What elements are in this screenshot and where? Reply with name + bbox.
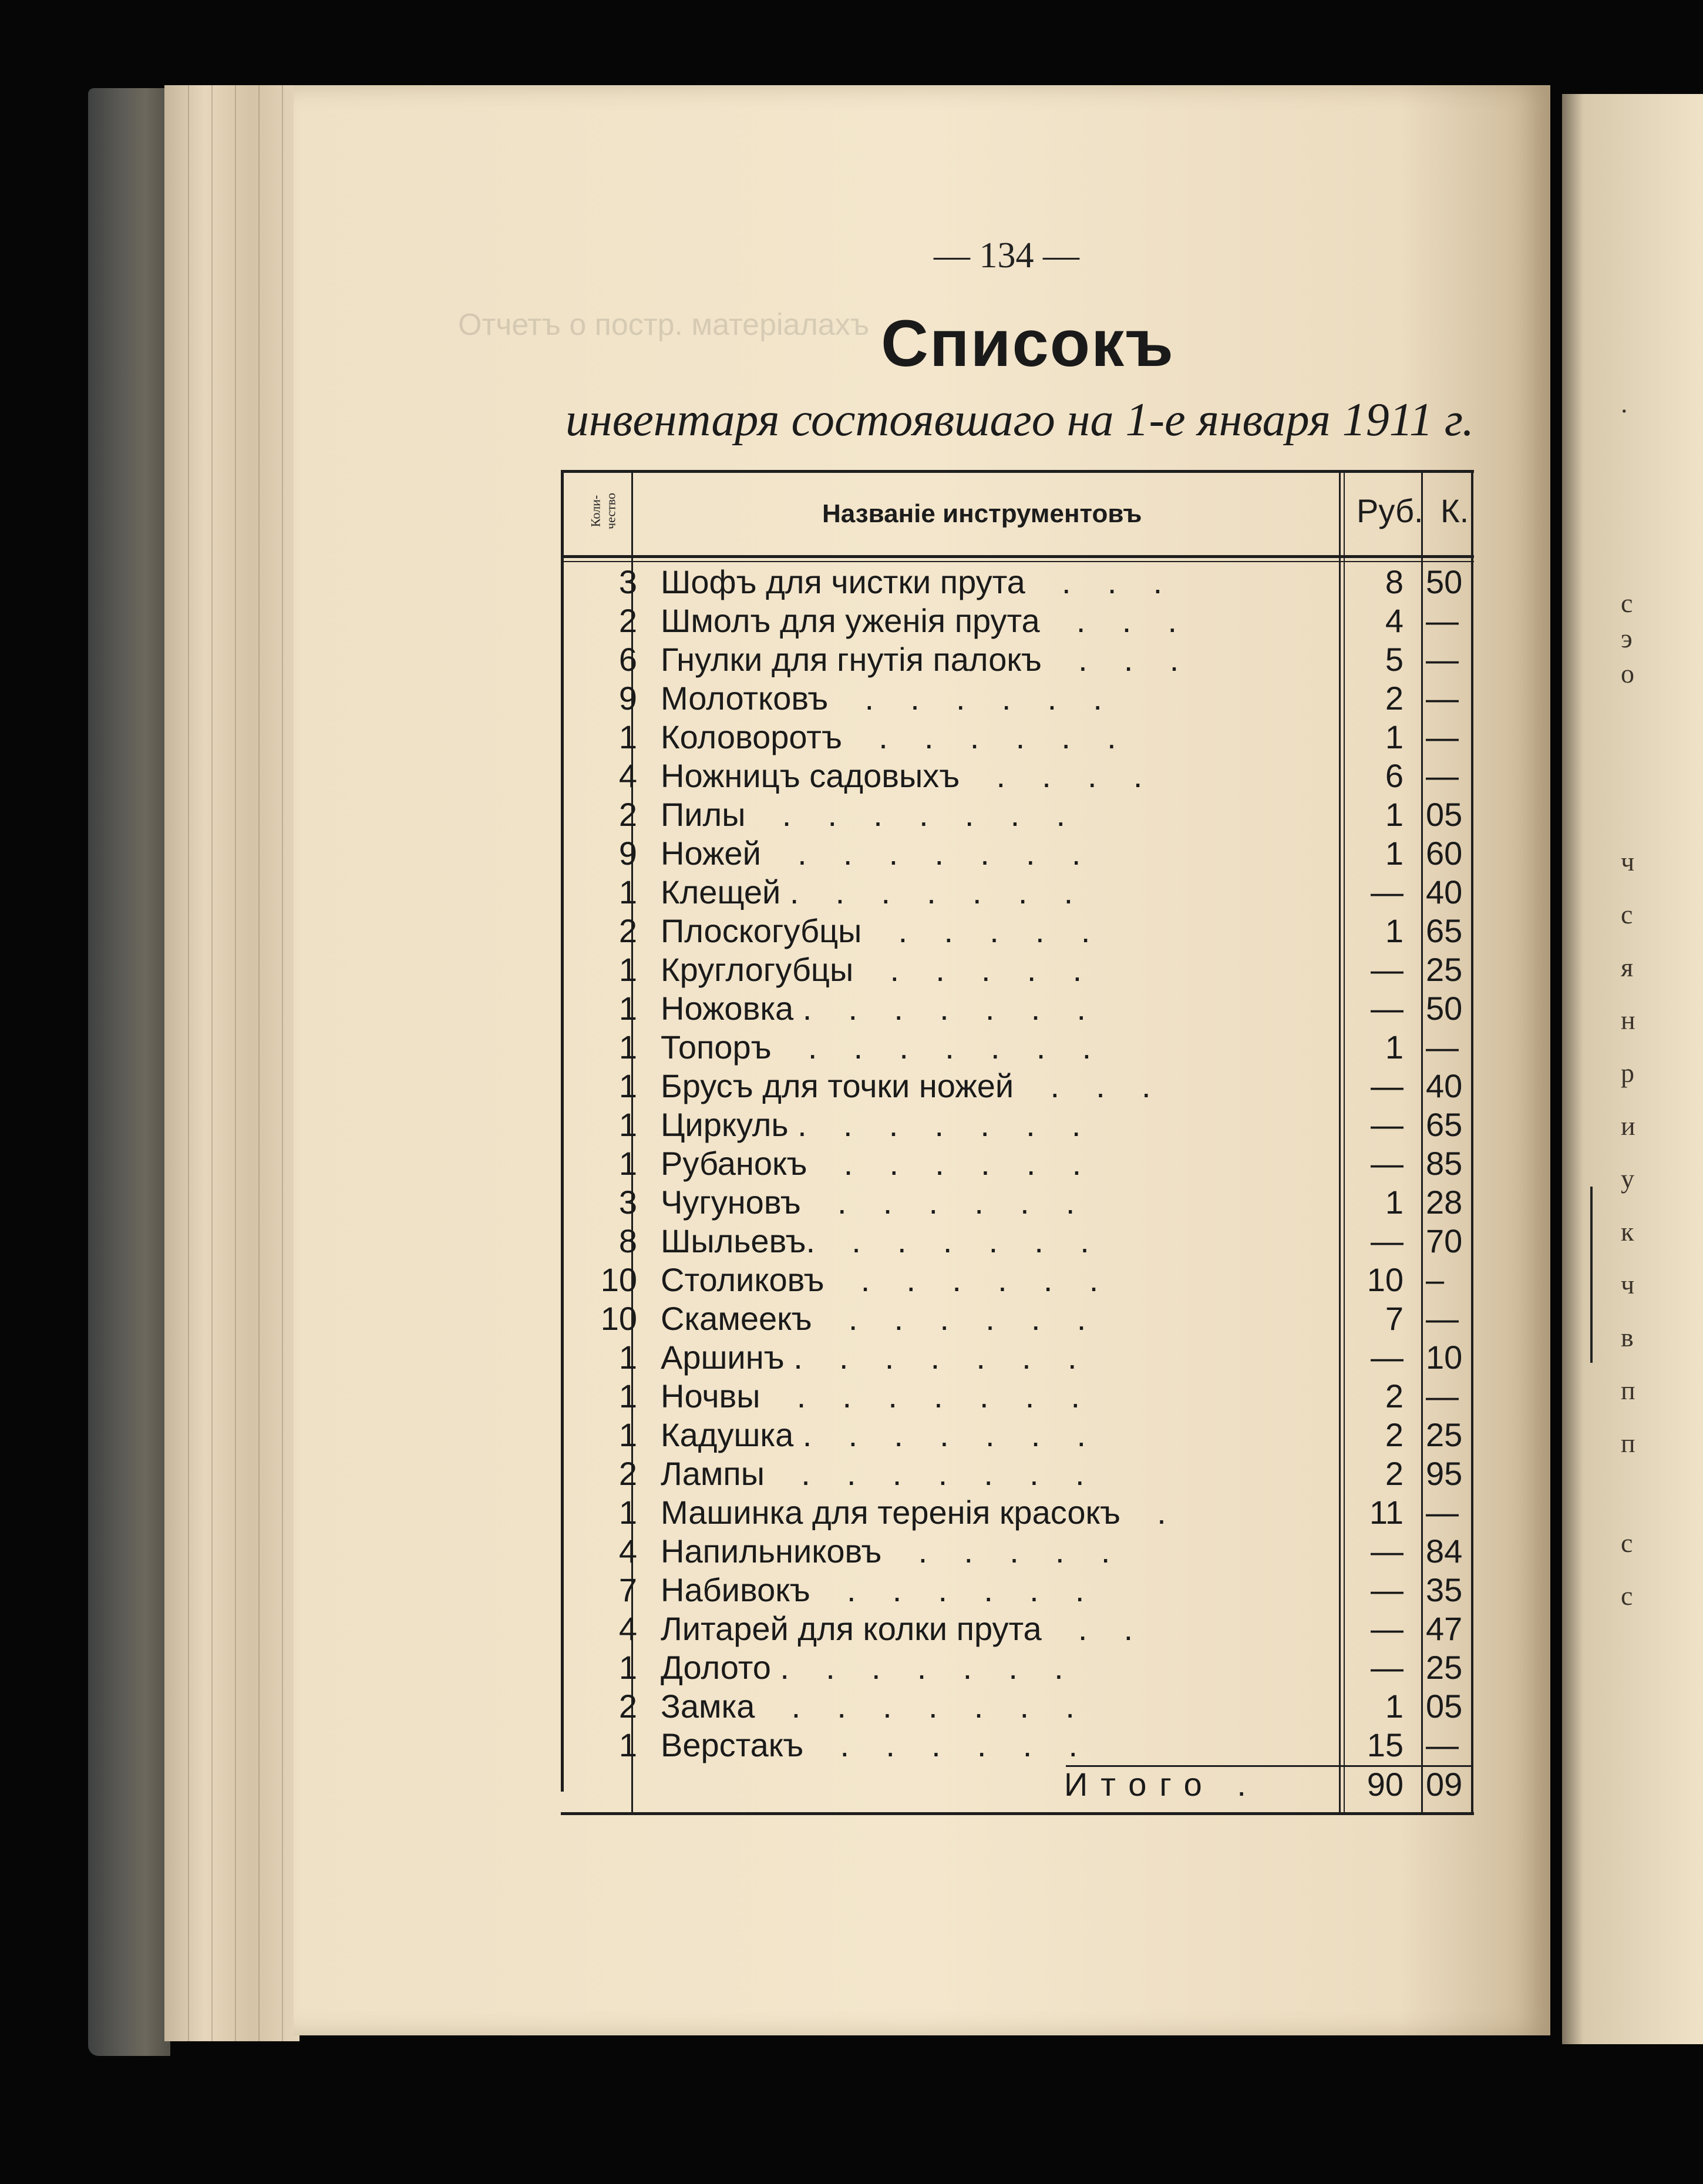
- table-row: 1 Машинка для теренія красокъ . 11 —: [618, 1494, 1459, 1531]
- table-row: 1 Клещей . . . . . . . — 40: [618, 873, 1463, 910]
- table-row: 1 Рубанокъ . . . . . . — 85: [618, 1145, 1463, 1182]
- table-row: 2 Замка . . . . . . . 1 05: [618, 1688, 1463, 1725]
- table-row: 2 Плоскогубцы . . . . . 1 65: [618, 912, 1463, 949]
- page-title: Списокъ: [881, 307, 1174, 380]
- table-row: 1 Аршинъ . . . . . . . — 10: [618, 1339, 1463, 1376]
- table-row: 6 Гнулки для гнутія палокъ . . . 5 —: [618, 641, 1459, 678]
- table-row: 1 Ночвы . . . . . . . 2 —: [618, 1377, 1459, 1414]
- table-row: 2 Пилы . . . . . . . 1 05: [618, 796, 1463, 833]
- table-row: 8 Шыльевъ. . . . . . . — 70: [618, 1222, 1463, 1259]
- page-subtitle: инвентаря состоявшаго на 1-е января 1911 г.: [566, 394, 1474, 446]
- table-row: 1 Круглогубцы . . . . . — 25: [618, 951, 1463, 988]
- header-bottom-rule: [561, 555, 1474, 558]
- table-row: 3 Чугуновъ . . . . . . 1 28: [618, 1184, 1463, 1221]
- table-row: 1 Долото . . . . . . . — 25: [618, 1649, 1463, 1686]
- table-row: 1 Ножовка . . . . . . . — 50: [618, 990, 1463, 1027]
- total-rubles: 90: [1367, 1766, 1404, 1803]
- table-row: 4 Литарей для колки прута . . — 47: [618, 1610, 1463, 1647]
- header-tool-name: Названіе инструментовъ: [822, 499, 1142, 528]
- table-top-rule: [561, 470, 1474, 473]
- table-row: 4 Напильниковъ . . . . . — 84: [618, 1533, 1463, 1570]
- table-bottom-rule: [561, 1812, 1474, 1815]
- next-page-edge: . с э о ч с я н р и у к ч в п п с с: [1562, 94, 1703, 2044]
- table-row: 3 Шофъ для чистки прута . . . 8 50: [618, 563, 1463, 600]
- table-row: 7 Набивокъ . . . . . . — 35: [618, 1571, 1463, 1608]
- table-row: 10 Столиковъ . . . . . . 10 –: [600, 1261, 1445, 1298]
- table-row: 1 Кадушка . . . . . . . 2 25: [618, 1416, 1463, 1453]
- table-row: 4 Ножницъ садовыхъ . . . . 6 —: [618, 757, 1459, 794]
- total-kopecks: 09: [1426, 1766, 1463, 1803]
- table-row: 2 Лампы . . . . . . . 2 95: [618, 1455, 1463, 1492]
- table-row: 1 Коловоротъ . . . . . . 1 —: [618, 718, 1459, 755]
- header-bottom-rule-thin: [561, 561, 1474, 562]
- header-kopecks: К.: [1441, 492, 1469, 529]
- header-quantity: Коли-чество: [588, 493, 618, 529]
- page-number: — 134 —: [934, 236, 1079, 275]
- table-row: 9 Ножей . . . . . . . 1 60: [618, 835, 1463, 872]
- table-row: 1 Топоръ . . . . . . . 1 —: [618, 1029, 1459, 1066]
- table-row: 1 Циркуль . . . . . . . — 65: [618, 1106, 1463, 1143]
- table-row: 9 Молотковъ . . . . . . 2 —: [618, 680, 1459, 717]
- header-rubles: Руб.: [1357, 492, 1423, 529]
- table-row: 1 Верстакъ . . . . . . 15 —: [618, 1726, 1459, 1763]
- table-row: 1 Брусъ для точки ножей . . . — 40: [618, 1067, 1463, 1104]
- table-row: 2 Шмолъ для уженія прута . . . 4 —: [618, 602, 1459, 639]
- total-label: Итого .: [1064, 1766, 1259, 1803]
- table-row: 10 Скамеекъ . . . . . . 7 —: [600, 1300, 1459, 1337]
